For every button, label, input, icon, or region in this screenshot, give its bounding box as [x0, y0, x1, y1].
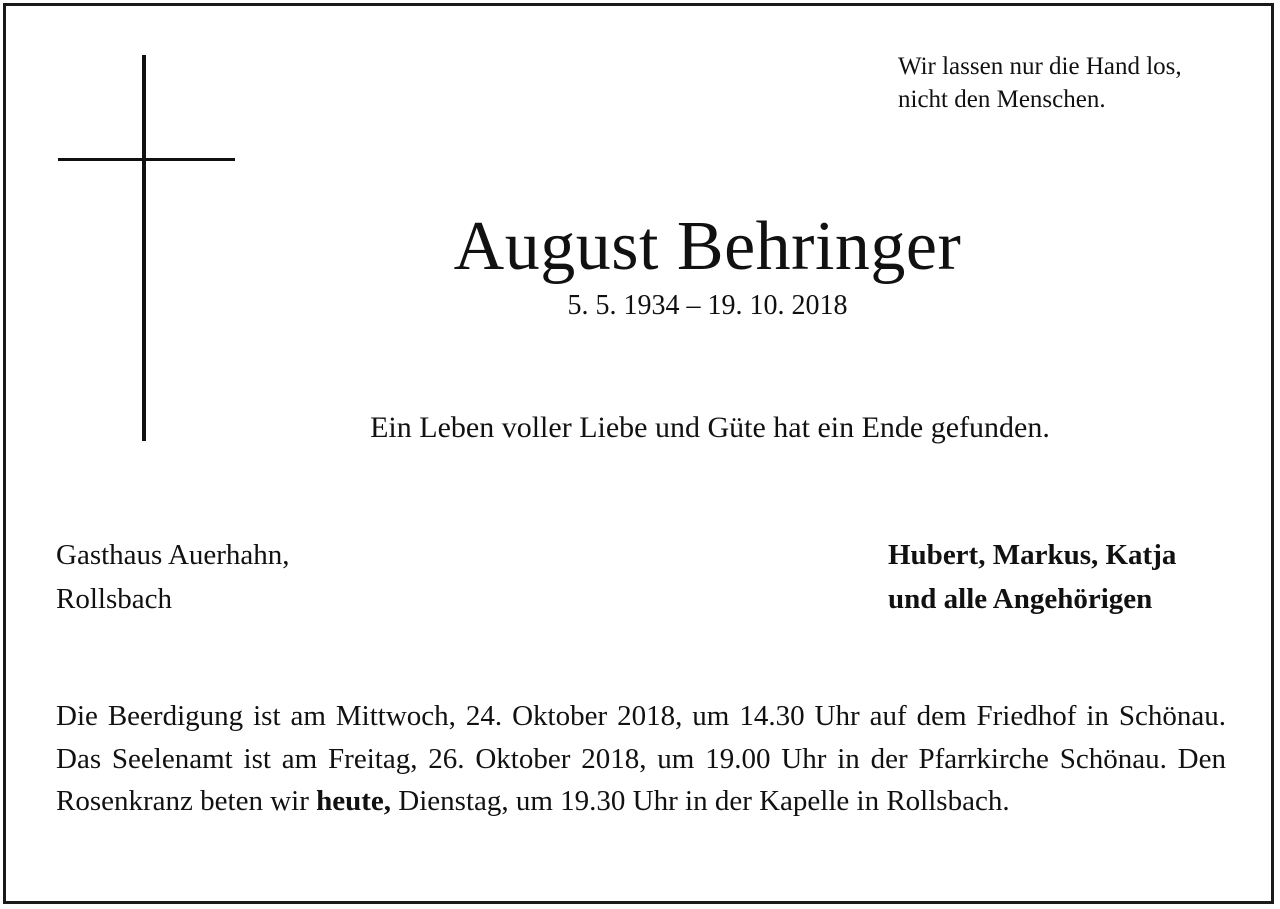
tagline: Ein Leben voller Liebe und Güte hat ein Ende gefunden.: [370, 411, 1050, 444]
motto-line-2: nicht den Menschen.: [898, 86, 1106, 113]
funeral-announcement: [56, 695, 1226, 823]
sender-right: [888, 533, 1176, 621]
sender-right-line-2: und alle Angehörigen: [888, 583, 1153, 615]
cross-horizontal-bar: [58, 158, 235, 161]
announcement-text-1: Die Beerdigung ist am Mittwoch, 24. Oktober 2018, um 14.30 Uhr auf dem Friedhof in Schönau. Das Seelenamt ist am Freitag, 26. Oktober 2018, um 19.00 Uhr in der Pfarrkirche Schönau. Den Rosenkranz beten wir: [56, 700, 1226, 817]
sender-left-line-1: Gasthaus Auerhahn,: [56, 539, 290, 571]
announcement-text-2: Dienstag, um 19.30 Uhr in der Kapelle in Rollsbach.: [391, 785, 1010, 817]
announcement-emphasis: heute,: [316, 785, 392, 817]
motto-line-1: Wir lassen nur die Hand los,: [898, 53, 1182, 80]
motto: [898, 50, 1258, 116]
life-dates: 5. 5. 1934 – 19. 10. 2018: [567, 290, 848, 321]
sender-left-line-2: Rollsbach: [56, 583, 172, 615]
cross-vertical-bar: [142, 55, 146, 441]
sender-left: [56, 533, 290, 621]
sender-right-line-1: Hubert, Markus, Katja: [888, 539, 1177, 571]
deceased-name: August Behringer: [453, 208, 962, 285]
